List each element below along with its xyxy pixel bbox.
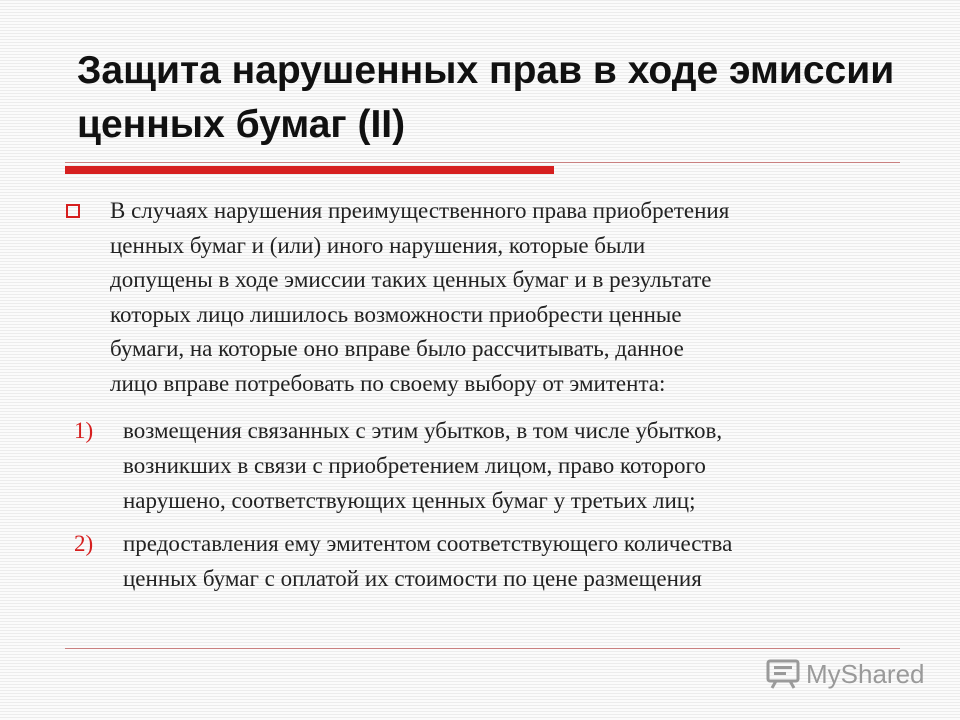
list-item-number: 1) bbox=[74, 418, 94, 443]
list-item-line: ценных бумаг с оплатой их стоимости по цене размещения bbox=[123, 566, 702, 591]
title-divider-thin bbox=[65, 162, 900, 163]
title-line: ценных бумаг (II) bbox=[77, 103, 406, 146]
intro-line: бумаги, на которые оно вправе было рассчитывать, данное bbox=[110, 336, 684, 361]
watermark-logo bbox=[766, 657, 925, 691]
intro-line: В случаях нарушения преимущественного права приобретения bbox=[110, 198, 730, 223]
list-item bbox=[123, 413, 903, 518]
slide-title bbox=[77, 44, 927, 152]
intro-line: лицо вправе потребовать по своему выбору от эмитента: bbox=[110, 370, 666, 396]
intro-paragraph bbox=[110, 194, 900, 401]
list-item bbox=[123, 526, 903, 596]
title-divider-accent bbox=[65, 166, 554, 174]
intro-line: допущены в ходе эмиссии таких ценных бумаг и в результате bbox=[110, 267, 712, 292]
presentation-board-icon bbox=[766, 659, 800, 689]
watermark-text: MyShared bbox=[806, 658, 925, 689]
list-item-line: возникших в связи с приобретением лицом, право которого bbox=[123, 453, 706, 478]
title-line: Защита нарушенных прав в ходе эмиссии bbox=[77, 49, 895, 92]
intro-line: которых лицо лишилось возможности приобрести ценные bbox=[110, 301, 682, 327]
square-bullet-icon bbox=[66, 204, 80, 218]
intro-line: ценных бумаг и (или) иного нарушения, которые были bbox=[110, 232, 646, 258]
list-item-line: нарушено, соответствующих ценных бумаг у третьих лиц; bbox=[123, 488, 696, 513]
list-item-line: возмещения связанных с этим убытков, в том числе убытков, bbox=[123, 418, 723, 443]
footer-divider bbox=[65, 648, 900, 649]
list-item-line: предоставления ему эмитентом соответствующего количества bbox=[123, 531, 733, 556]
list-item-number: 2) bbox=[74, 531, 94, 556]
